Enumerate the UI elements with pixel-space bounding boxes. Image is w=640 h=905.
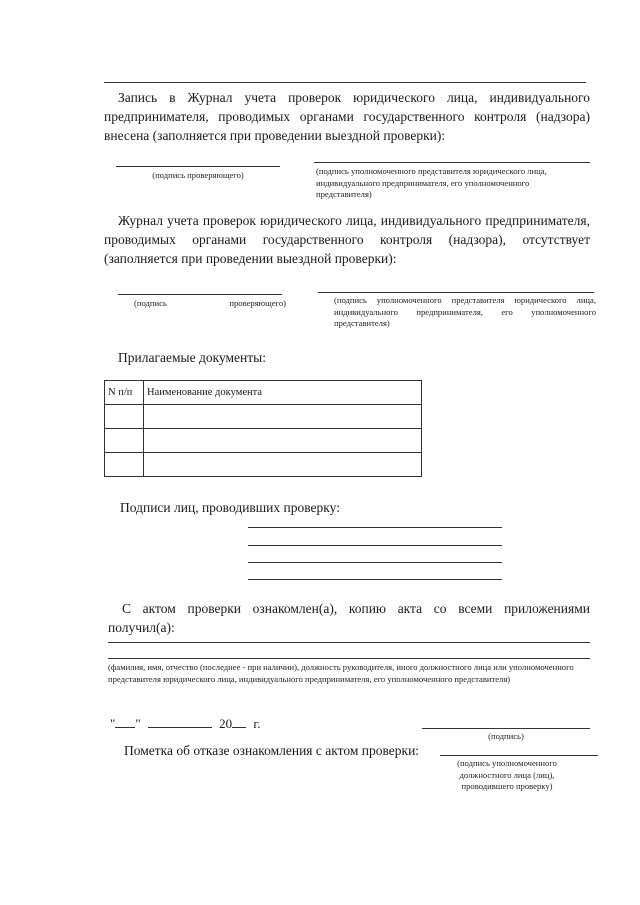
journal-record-inspector-caption: (подпись проверяющего): [152, 170, 244, 180]
date-quote-open: ": [110, 716, 116, 731]
journal-absent-representative-caption: (подпись уполномоченного представителя юридического лица, индивидуального предпринимателя, его уполномоченного представителя): [334, 295, 596, 328]
date-month-blank[interactable]: [148, 727, 212, 728]
journal-absent-inspector-line: [118, 294, 282, 295]
table-cell[interactable]: [105, 405, 144, 429]
table-row: [105, 453, 422, 477]
signatures-heading: Подписи лиц, проводивших проверку:: [120, 500, 340, 515]
refusal-caption: (подпись уполномоченного должностного лица (лиц), проводившего проверку): [457, 758, 557, 791]
date-year-blank[interactable]: [232, 727, 246, 728]
acquainted-text: С актом проверки ознакомлен(а), копию акта со всеми приложениями получил(а):: [108, 601, 590, 635]
acquainted-signature-line: [422, 728, 590, 729]
journal-record-text: Запись в Журнал учета проверок юридического лица, индивидуального предпринимателя, проводимых органами государственного контроля (надзора) внесена (заполняется при проведении выездной проверки):: [104, 90, 590, 143]
journal-record-representative-line: [314, 162, 590, 163]
table-cell[interactable]: [144, 429, 422, 453]
signature-line-4: [248, 579, 502, 580]
date-day-blank[interactable]: [115, 727, 135, 728]
signature-line-1: [248, 527, 502, 528]
attached-documents-table: [104, 380, 422, 477]
journal-record-inspector-line: [116, 166, 280, 167]
table-cell[interactable]: [105, 429, 144, 453]
table-cell[interactable]: [144, 405, 422, 429]
column-header-number: N п/п: [105, 381, 144, 405]
table-row: [105, 405, 422, 429]
signature-line-2: [248, 545, 502, 546]
signature-line-3: [248, 562, 502, 563]
acquainted-line-1: [108, 642, 590, 643]
column-header-document-name: Наименование документа: [144, 381, 422, 405]
top-rule: [104, 82, 586, 83]
date-year-prefix: 20: [219, 716, 233, 731]
date-quote-close: ": [135, 716, 141, 731]
table-header-row: [105, 381, 422, 405]
table-cell[interactable]: [144, 453, 422, 477]
attached-documents-heading: Прилагаемые документы:: [118, 350, 266, 365]
date-suffix: г.: [253, 716, 261, 731]
table-cell[interactable]: [105, 453, 144, 477]
journal-absent-inspector-caption: (подпись проверяющего): [134, 298, 286, 308]
refusal-label: Пометка об отказе ознакомления с актом проверки:: [124, 743, 420, 758]
acquainted-signature-caption: (подпись): [488, 731, 524, 741]
acquainted-caption: (фамилия, имя, отчество (последнее - при наличии), должность руководителя, иного должностного лица или уполномоченного представителя юридического лица, индивидуального предпринимателя, его уполномоченного представителя): [108, 662, 574, 684]
refusal-line: [440, 755, 598, 756]
journal-absent-representative-line: [318, 292, 594, 293]
journal-absent-text: Журнал учета проверок юридического лица, индивидуального предпринимателя, проводимых органами государственного контроля (надзора), отсутствует (заполняется при проведении выездной проверки):: [104, 213, 590, 266]
date-field: [110, 716, 261, 732]
journal-record-representative-caption: (подпись уполномоченного представителя юридического лица, индивидуального предпринимателя, его уполномоченного представителя): [316, 166, 547, 199]
table-row: [105, 429, 422, 453]
acquainted-line-2: [108, 658, 590, 659]
